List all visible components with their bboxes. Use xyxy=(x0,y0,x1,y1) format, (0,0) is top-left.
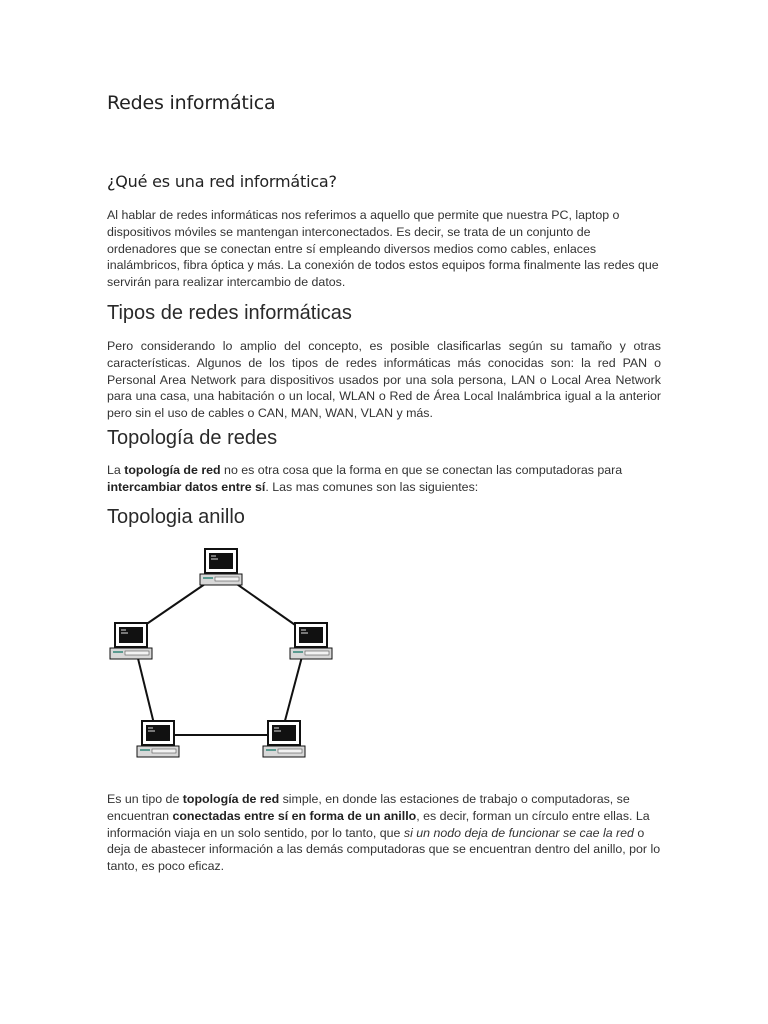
topologia-paragraph xyxy=(107,462,661,496)
heading-tipos: Tipos de redes informáticas xyxy=(107,302,352,324)
anillo-bold-1: topología de red xyxy=(182,792,280,806)
tipos-text: Pero considerando lo amplio del concepto, es posible clasificarlas según su tamaño y otras características. Algunos de los tipos de redes informáticas más conocidas son: la red PAN o Personal Area Network para dispositivos usados por una sola persona, LAN o Local Area Network para una casa, una habitación o un local, WLAN o Red de Área Local Inalámbrica igual a la anterior pero sin el uso de cables o CAN, MAN, WAN, VLAN y más. xyxy=(107,339,661,421)
intro-paragraph xyxy=(107,207,661,291)
topologia-text-1: La xyxy=(107,463,125,477)
computer-left-icon xyxy=(110,623,152,659)
heading-anillo: Topologia anillo xyxy=(107,506,245,528)
ring-topology-diagram xyxy=(105,545,337,767)
computer-right-icon xyxy=(290,623,332,659)
computer-bottom-left-icon xyxy=(137,721,179,757)
anillo-paragraph xyxy=(107,791,661,875)
anillo-text-3: , es decir, forman un círculo entre ellas. La información viaja en un solo sentido, por lo tanto, que xyxy=(107,808,650,840)
topologia-bold-2: intercambiar datos entre sí xyxy=(107,479,266,494)
ring-links xyxy=(132,573,308,735)
anillo-text-4: o deja de abastecer información a las demás computadoras que se encuentran dentro del anillo, por lo tanto, es poco eficaz. xyxy=(107,825,661,874)
heading-topologia: Topología de redes xyxy=(107,427,278,449)
anillo-bold-2: conectadas entre sí en forma de un anillo xyxy=(172,808,417,823)
computer-top-icon xyxy=(200,549,242,585)
computer-bottom-right-icon xyxy=(263,721,305,757)
document-title: Redes informática xyxy=(107,92,276,114)
anillo-text-2: simple, en donde las estaciones de trabajo o computadoras, se encuentran xyxy=(107,792,630,823)
intro-text: Al hablar de redes informáticas nos referimos a aquello que permite que nuestra PC, laptop o dispositivos móviles se mantengan interconectados. Es decir, se trata de un conjunto de ordenadores que se conectan entre sí empleando diversos medios como cables, enlaces inalámbricos, fibra óptica y más. La conexión de todos estos equipos forma finalmente las redes que servirán para realizar intercambio de datos. xyxy=(107,208,659,290)
anillo-text-1: Es un tipo de xyxy=(107,792,183,806)
tipos-paragraph xyxy=(107,338,661,422)
anillo-italic-1: si un nodo deja de funcionar se cae la red xyxy=(403,825,634,840)
topologia-bold-1: topología de red xyxy=(124,463,221,477)
topologia-text-2: no es otra cosa que la forma en que se conectan las computadoras para xyxy=(220,463,623,477)
subtitle-que-es: ¿Qué es una red informática? xyxy=(107,172,337,191)
topologia-text-3: . Las mas comunes son las siguientes: xyxy=(265,479,479,494)
